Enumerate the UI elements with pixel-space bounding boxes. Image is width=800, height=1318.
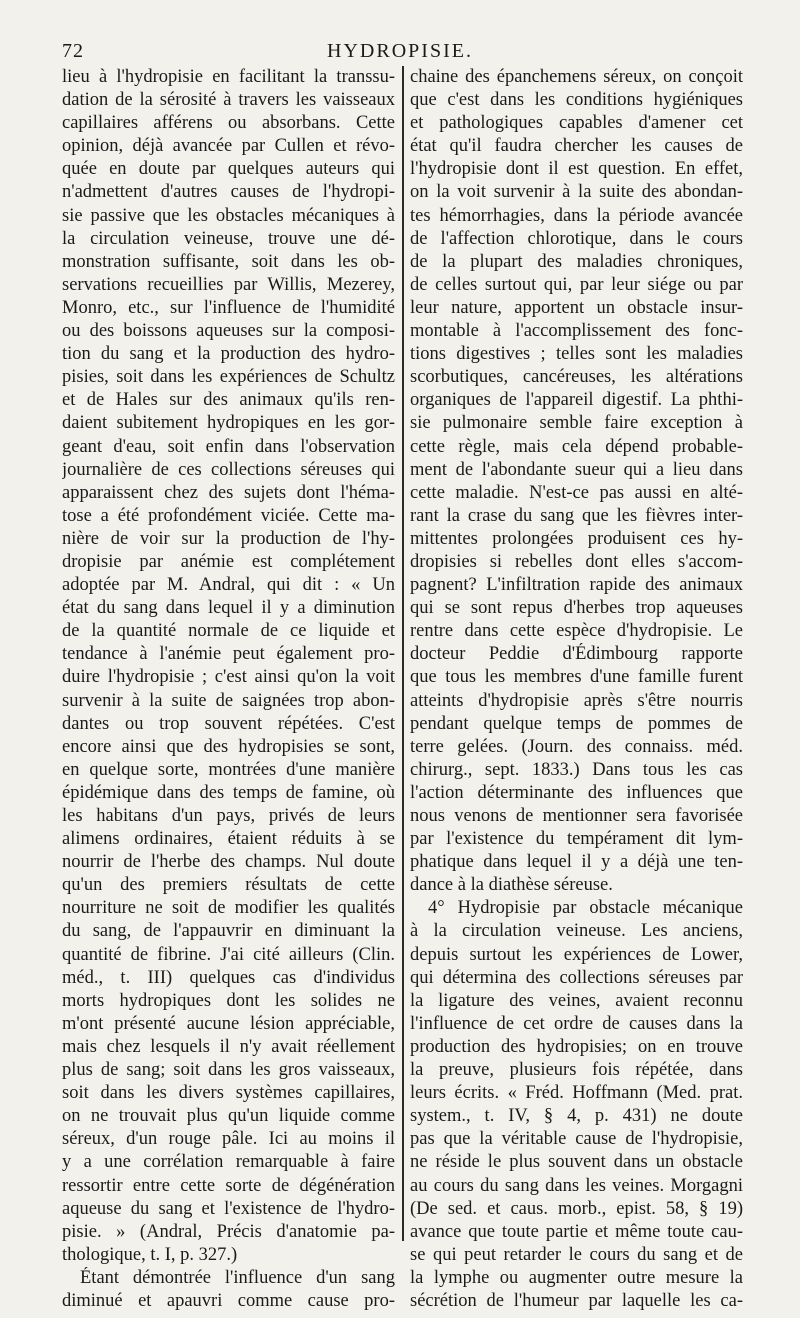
text-line: de la quantité normale de ce liquide et <box>62 621 395 642</box>
text-line: la preuve, plusieurs fois répétée, dans <box>410 1060 743 1081</box>
text-line: sie passive que les obstacles mécaniques à <box>62 205 395 226</box>
text-line: mittentes prolongées produisent ces hy- <box>410 528 743 549</box>
text-line: dation de la sérosité à travers les vaisseaux <box>62 90 395 111</box>
text-line: tions digestives ; telles sont les maladies <box>410 344 743 365</box>
text-line: de celles surtout qui, par leur siége ou par <box>410 274 743 295</box>
text-line: on ne trouvait plus qu'un liquide comme <box>62 1106 395 1127</box>
text-line: aqueuse du sang et l'existence de l'hydro- <box>62 1198 395 1219</box>
text-line: par l'existence du tempérament dit lym- <box>410 829 743 850</box>
text-line: état du sang dans lequel il y a diminution <box>62 598 395 619</box>
text-line: tion du sang et la production des hydro- <box>62 344 395 365</box>
text-line: y a une corrélation remarquable à faire <box>62 1152 395 1173</box>
text-line: tes hémorrhagies, dans la période avancée <box>410 205 743 226</box>
text-line: l'hydropisie dont il est question. En effet, <box>410 159 743 180</box>
text-line: geant d'eau, soit enfin dans l'observation <box>62 436 395 457</box>
text-line: alimens ordinaires, étaient réduits à se <box>62 829 395 850</box>
text-line: plus de sang; soit dans les gros vaisseaux, <box>62 1060 395 1081</box>
text-line: se qui peut retarder le cours du sang et de <box>410 1244 743 1265</box>
text-line: n'admettent d'autres causes de l'hydropi- <box>62 182 395 203</box>
text-line: chirurg., sept. 1833.) Dans tous les cas <box>410 759 743 780</box>
text-line: tose a été profondément viciée. Cette ma- <box>62 505 395 526</box>
text-line: phatique dans lequel il y a déjà une ten- <box>410 852 743 873</box>
text-line: ressortir entre cette sorte de dégénération <box>62 1175 395 1196</box>
page-number: 72 <box>62 40 84 62</box>
text-line: survenir à la suite de saignées trop abon- <box>62 690 395 711</box>
text-line: rant la crase du sang que les fièvres inter- <box>410 505 743 526</box>
text-line: system., t. IV, § 4, p. 431) ne doute <box>410 1106 743 1127</box>
text-line: la lymphe ou augmenter outre mesure la <box>410 1267 743 1288</box>
text-line: pisies, soit dans les expériences de Schultz <box>62 367 395 388</box>
text-line: ment de l'abondante sueur qui a lieu dans <box>410 459 743 480</box>
text-line: en quelque sorte, montrées d'une manière <box>62 759 395 780</box>
text-line: rentre dans cette espèce d'hydropisie. Le <box>410 621 743 642</box>
text-line: avance que toute partie et même toute cau- <box>410 1221 743 1242</box>
text-line: daient subitement hydropiques en les gor- <box>62 413 395 434</box>
text-line: organiques de l'appareil digestif. La phthi- <box>410 390 743 411</box>
text-line: au cours du sang dans les veines. Morgagni <box>410 1175 743 1196</box>
text-line: la circulation veineuse, trouve une dé- <box>62 228 395 249</box>
column-divider <box>402 66 404 1241</box>
text-line: scorbutiques, cancéreuses, les altérations <box>410 367 743 388</box>
text-line: nière de voir sur la production de l'hy- <box>62 528 395 549</box>
text-line: pisie. » (Andral, Précis d'anatomie pa- <box>62 1221 395 1242</box>
text-line: la ligature des veines, avaient reconnu <box>410 990 743 1011</box>
text-line: leurs écrits. « Fréd. Hoffmann (Med. prat. <box>410 1083 743 1104</box>
text-line: tendance à l'anémie peut également pro- <box>62 644 395 665</box>
text-line: de l'affection chlorotique, dans le cours <box>410 228 743 249</box>
text-line: adoptée par M. Andral, qui dit : « Un <box>62 575 395 596</box>
text-line: et de Hales sur des animaux qu'ils ren- <box>62 390 395 411</box>
text-line: nourrir de l'herbe des champs. Nul doute <box>62 852 395 873</box>
text-line: et pathologiques capables d'amener cet <box>410 113 743 134</box>
text-line: thologique, t. I, p. 327.) <box>62 1244 238 1265</box>
text-line: à la circulation veineuse. Les anciens, <box>410 921 743 942</box>
text-line: monstration suffisante, soit dans les ob- <box>62 251 395 272</box>
text-line: quée en doute par quelques auteurs qui <box>62 159 395 180</box>
text-line: quantité de fibrine. J'ai cité ailleurs (Clin. <box>62 944 395 965</box>
text-line: capillaires afférens ou absorbans. Cette <box>62 113 395 134</box>
text-line: opinion, déjà avancée par Cullen et révo- <box>62 136 395 157</box>
text-line: de la plupart des maladies chroniques, <box>410 251 743 272</box>
text-line: dropisies si rebelles dont elles s'accom- <box>410 551 743 572</box>
text-line: pagnent? L'infiltration rapide des animaux <box>410 575 743 596</box>
text-line: dance à la diathèse séreuse. <box>410 875 613 896</box>
text-line: dropisie par anémie est complétement <box>62 551 395 572</box>
text-line: qui détermina des collections séreuses par <box>410 967 743 988</box>
text-line: m'ont présenté aucune lésion appréciable, <box>62 1013 395 1034</box>
text-line: on la voit survenir à la suite des abondan- <box>410 182 743 203</box>
text-line: Monro, etc., sur l'influence de l'humidité <box>62 297 395 318</box>
text-line: soit dans les divers systèmes capillaires, <box>62 1083 395 1104</box>
text-line: épidémique dans des temps de famine, où <box>62 782 395 803</box>
text-line: morts hydropiques dont les solides ne <box>62 990 395 1011</box>
text-line: Étant démontrée l'influence d'un sang <box>80 1267 395 1288</box>
text-line: nourriture ne soit de modifier les qualités <box>62 898 395 919</box>
text-line: qu'un des premiers résultats de cette <box>62 875 395 896</box>
text-line: apparaissent chez des sujets dont l'héma- <box>62 482 395 503</box>
text-line: état qu'il faudra chercher les causes de <box>410 136 743 157</box>
text-line: séreux, d'un rouge pâle. Ici au moins il <box>62 1129 395 1150</box>
text-line: l'influence de cet ordre de causes dans la <box>410 1013 743 1034</box>
text-line: diminué et apauvri comme cause pro- <box>62 1290 395 1311</box>
text-line: cette règle, mais cela dépend probable- <box>410 436 743 457</box>
text-line: docteur Peddie d'Édimbourg rapporte <box>410 644 743 665</box>
text-line: méd., t. III) quelques cas d'individus <box>62 967 395 988</box>
text-line: encore ainsi que des hydropisies se sont, <box>62 736 395 757</box>
text-line: sie pulmonaire semble faire exception à <box>410 413 743 434</box>
text-line: 4° Hydropisie par obstacle mécanique <box>428 898 743 919</box>
text-line: mais chez lesquels il n'y avait réellement <box>62 1036 395 1057</box>
text-line: qui se sont repus d'herbes trop aqueuses <box>410 598 743 619</box>
text-line: (De sed. et caus. morb., epist. 58, § 19) <box>410 1198 743 1219</box>
text-line: atteints d'hydropisie après s'être nourris <box>410 690 743 711</box>
text-line: montable à l'accomplissement des fonc- <box>410 321 743 342</box>
text-line: cette maladie. N'est-ce pas aussi en alté- <box>410 482 743 503</box>
text-line: les habitans d'un pays, privés de leurs <box>62 806 395 826</box>
right-column <box>410 66 743 1313</box>
text-line: lieu à l'hydropisie en facilitant la transsu- <box>62 67 395 87</box>
text-line: depuis surtout les expériences de Lower, <box>410 944 743 965</box>
text-line: sécrétion de l'humeur par laquelle les ca- <box>410 1290 743 1311</box>
text-line: ne réside le plus souvent dans un obstacle <box>410 1152 743 1173</box>
text-line: terre gelées. (Journ. des connaiss. méd. <box>410 736 743 757</box>
text-line: du sang, de l'appauvrir en diminuant la <box>62 921 395 942</box>
text-line: journalière de ces collections séreuses qui <box>62 459 395 480</box>
text-line: leur nature, apportent un obstacle insur- <box>410 297 743 318</box>
running-title: HYDROPISIE. <box>327 40 473 62</box>
text-line: ou des boissons aqueuses sur la composi- <box>62 321 395 342</box>
text-line: pendant quelque temps de pommes de <box>410 713 743 734</box>
text-line: production des hydropisies; on en trouve <box>410 1036 743 1057</box>
text-line: l'action déterminante des influences que <box>410 782 743 803</box>
text-line: duire l'hydropisie ; c'est ainsi qu'on la voit <box>62 667 395 688</box>
text-line: dantes ou trop souvent répétées. C'est <box>62 713 395 734</box>
text-line: que c'est dans les conditions hygiéniques <box>410 90 743 111</box>
text-line: que tous les membres d'une famille furent <box>410 667 743 688</box>
left-column <box>62 66 395 1313</box>
text-line: chaine des épanchemens séreux, on conçoit <box>410 67 743 87</box>
text-line: pas que la véritable cause de l'hydropisie, <box>410 1129 743 1150</box>
text-line: nous venons de mentionner sera favorisée <box>410 806 743 826</box>
text-line: servations recueillies par Willis, Mezerey, <box>62 274 395 295</box>
